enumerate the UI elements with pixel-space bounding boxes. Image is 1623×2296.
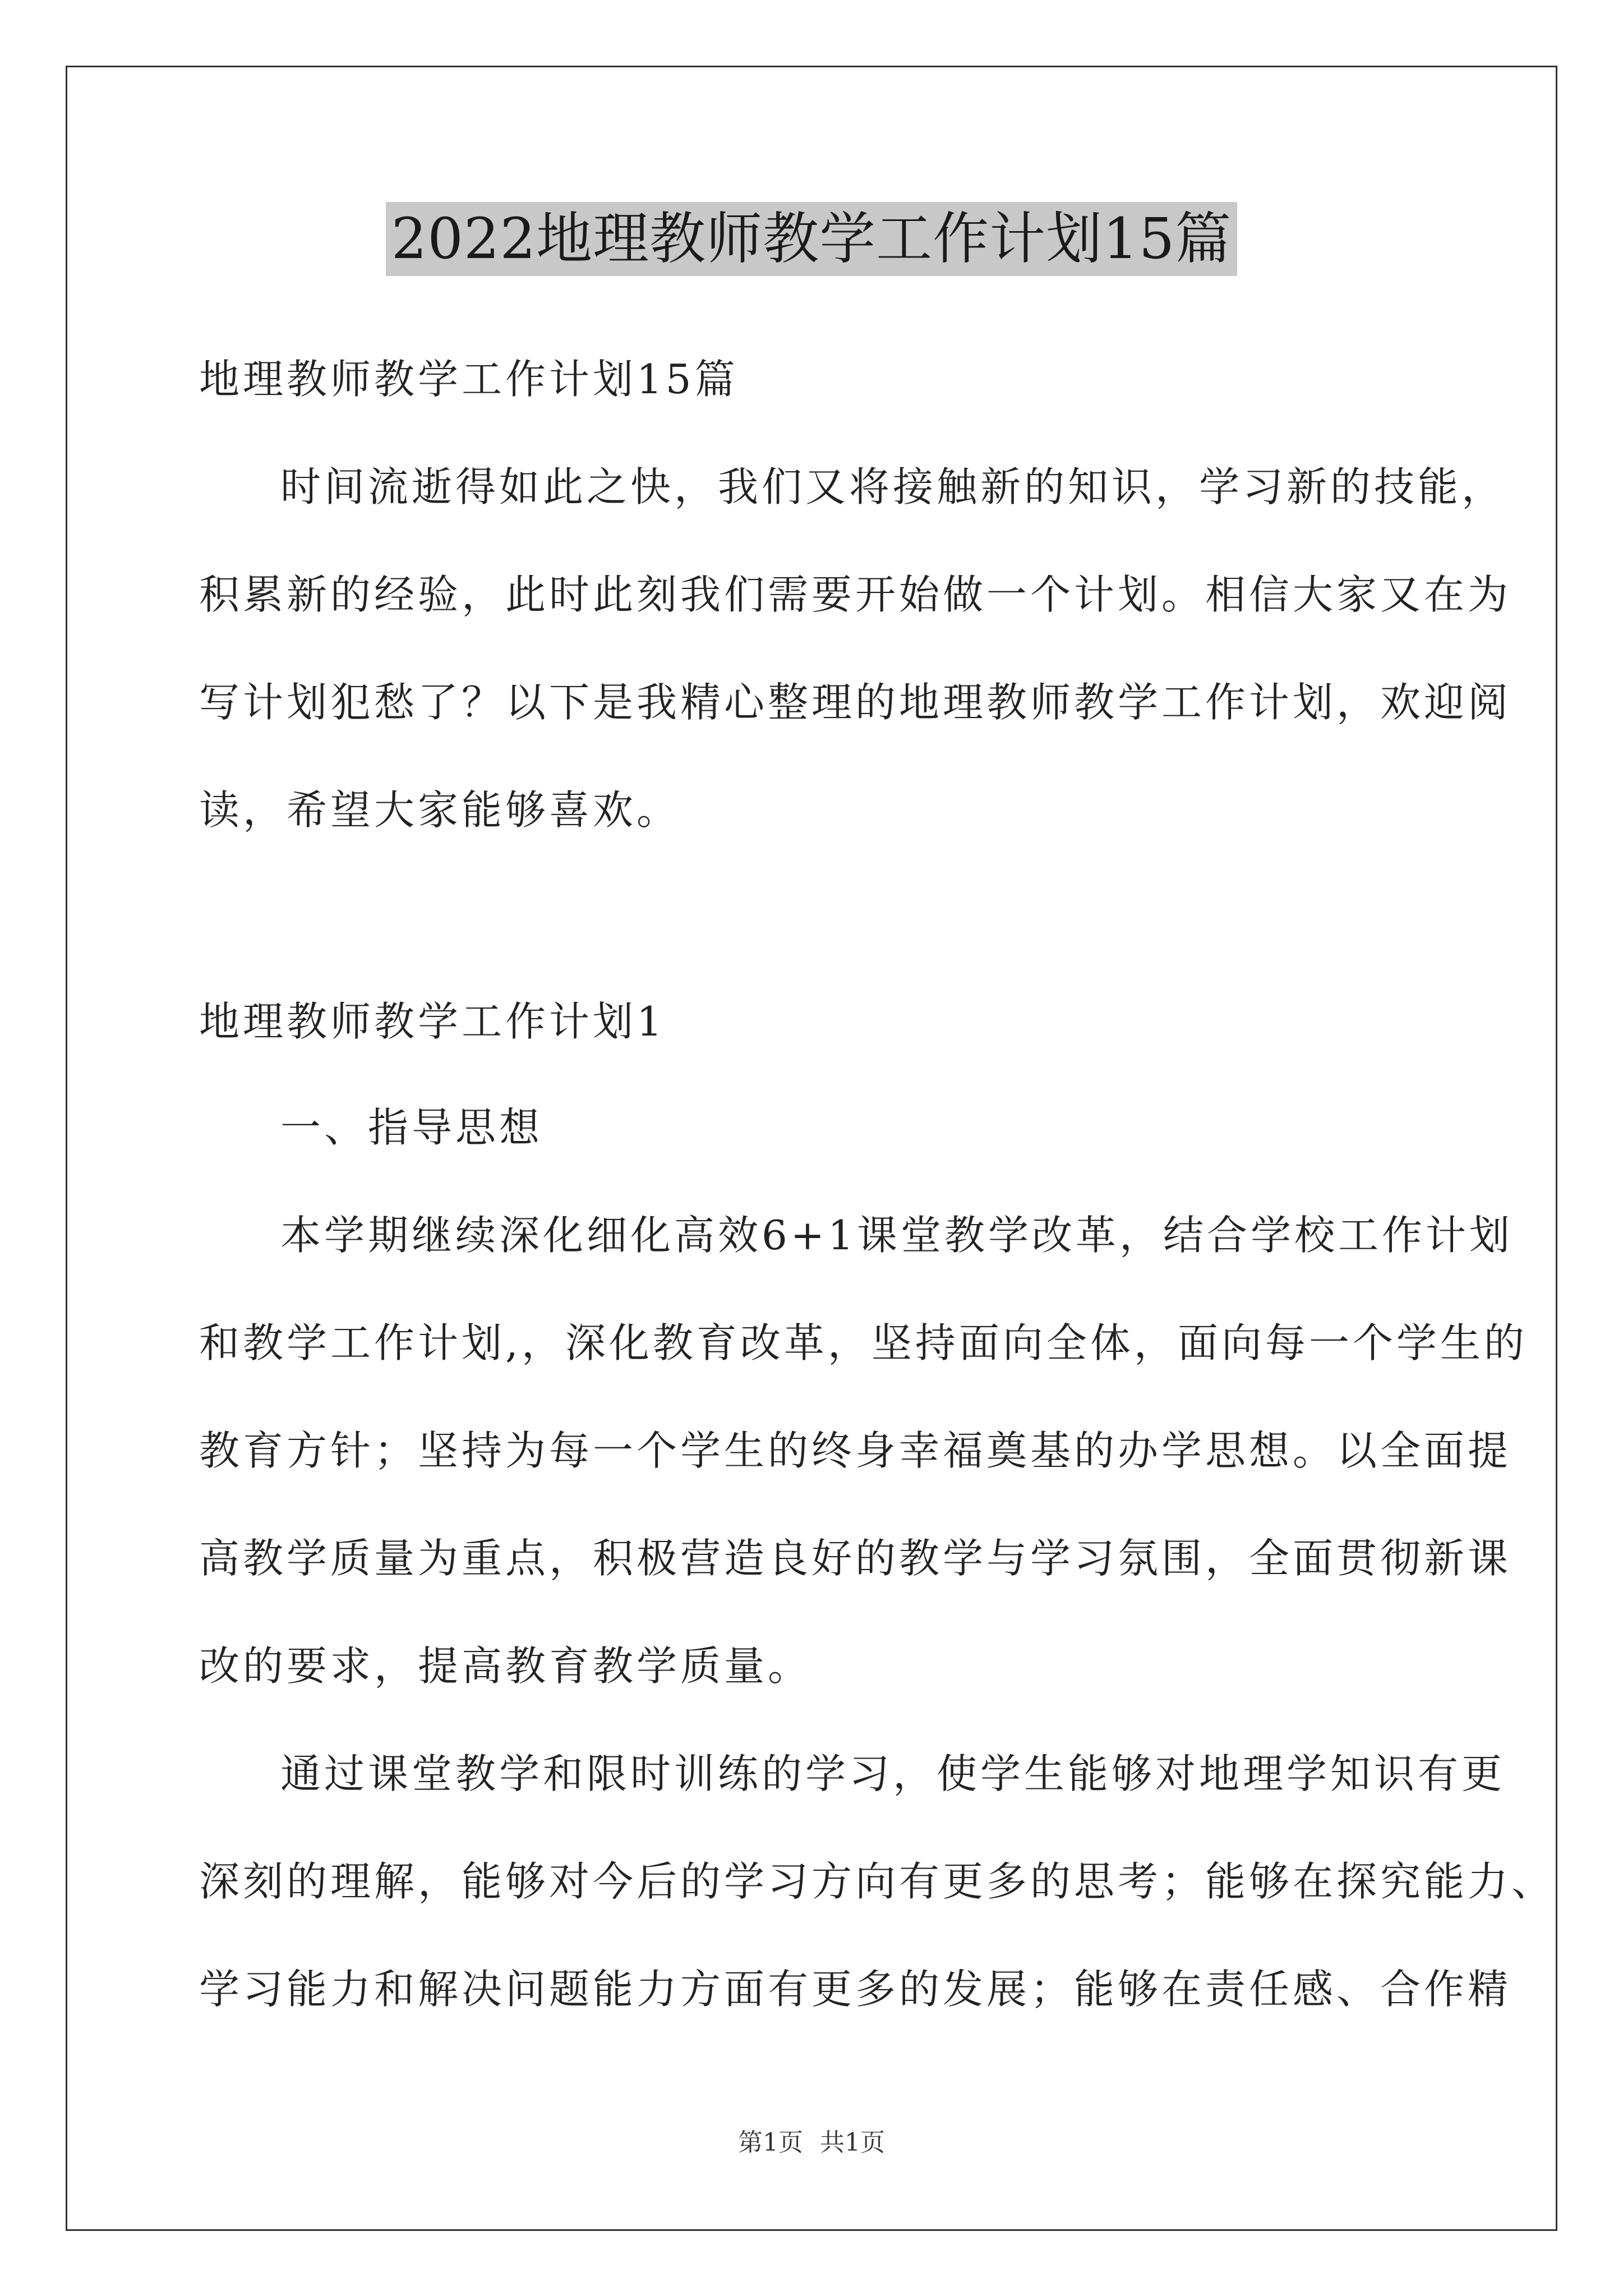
body-line: 写计划犯愁了？以下是我精心整理的地理教师教学工作计划，欢迎阅: [199, 679, 1512, 726]
subsection-heading: 一、指导思想: [280, 1104, 543, 1151]
page-number: 第1页: [738, 2128, 803, 2157]
body-line: 时间流逝得如此之快，我们又将接触新的知识，学习新的技能，: [280, 463, 1506, 510]
title-container: [0, 202, 1623, 276]
body-line: 和教学工作计划,，深化教育改革，坚持面向全体，面向每一个学生的: [199, 1319, 1528, 1366]
document-title: 2022地理教师教学工作计划15篇: [386, 202, 1238, 276]
body-line: 改的要求，提高教育教学质量。: [199, 1642, 812, 1690]
subtitle-line: 地理教师教学工作计划15篇: [199, 356, 739, 403]
body-line: 深刻的理解，能够对今后的学习方向有更多的思考；能够在探究能力、: [199, 1858, 1556, 1905]
page-footer: [0, 2126, 1623, 2160]
body-line: 教育方针；坚持为每一个学生的终身幸福奠基的办学思想。以全面提: [199, 1427, 1512, 1474]
body-line: 积累新的经验，此时此刻我们需要开始做一个计划。相信大家又在为: [199, 571, 1512, 618]
body-line: 学习能力和解决问题能力方面有更多的发展；能够在责任感、合作精: [199, 1966, 1512, 2013]
body-line: 读，希望大家能够喜欢。: [199, 786, 681, 834]
body-line: 本学期继续深化细化高效6+1课堂教学改革，结合学校工作计划: [280, 1212, 1513, 1259]
section-heading: 地理教师教学工作计划1: [199, 998, 666, 1045]
page-total: 共1页: [820, 2128, 885, 2157]
body-line: 高教学质量为重点，积极营造良好的教学与学习氛围，全面贯彻新课: [199, 1535, 1512, 1582]
body-line: 通过课堂教学和限时训练的学习，使学生能够对地理学知识有更: [280, 1750, 1506, 1797]
